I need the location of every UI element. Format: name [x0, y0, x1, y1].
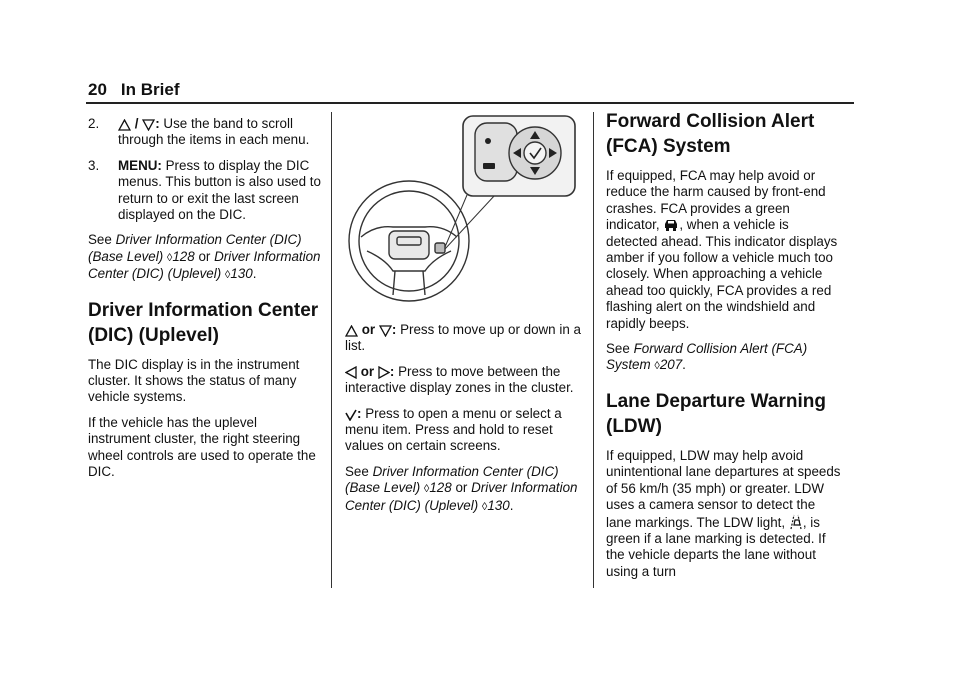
- up-triangle-icon: [118, 119, 131, 131]
- fca-heading: Forward Collision Alert (FCA) System: [606, 111, 815, 157]
- steering-wheel-illustration: [345, 113, 577, 303]
- period: .: [682, 357, 686, 373]
- lane-departure-icon: [789, 514, 803, 530]
- down-triangle-icon: [379, 325, 392, 337]
- page-link[interactable]: 130: [230, 266, 253, 282]
- period: .: [509, 497, 514, 513]
- item-text: Use the band to scroll through the items in each menu.: [118, 116, 310, 148]
- page-link[interactable]: 207: [659, 357, 683, 373]
- up-triangle-icon: [345, 325, 358, 337]
- see-reference: [345, 464, 581, 515]
- paragraph: The DIC display is in the instrument cluster. It shows the status of many vehicle systems.: [88, 356, 300, 405]
- page-link[interactable]: 128: [172, 248, 195, 264]
- paragraph-text: If equipped, FCA may help avoid or reduce the harm caused by front-end crashes. FCA provides a green indicator,: [606, 168, 826, 233]
- page-link[interactable]: 128: [429, 480, 452, 496]
- section-title: In Brief: [120, 80, 180, 99]
- paragraph-text: If equipped, LDW may help avoid unintentional lane departures at speeds of 56 km/h (35 mph) or greater. LDW uses a camera sensor to detect the lane markings. The LDW light,: [606, 447, 841, 530]
- page-link[interactable]: 130: [487, 497, 510, 513]
- down-triangle-icon: [142, 119, 155, 131]
- colon: :: [391, 322, 397, 337]
- check-description: [345, 406, 581, 455]
- fca-paragraph: [606, 168, 842, 332]
- up-down-description: [345, 322, 581, 355]
- page-number: 20: [88, 80, 107, 99]
- column-divider-right: [593, 112, 594, 588]
- page-header: [88, 80, 179, 100]
- page-reference-icon: ◊: [654, 360, 660, 373]
- paragraph-text: , is green if a lane marking is detected. If the vehicle departs the lane without using a turn: [606, 514, 826, 579]
- xref-link[interactable]: Driver Information Center (DIC) (Uplevel): [345, 480, 578, 513]
- item-number: 2.: [88, 116, 100, 131]
- section-heading: Driver Information Center (DIC) (Uplevel): [88, 299, 319, 346]
- period: .: [252, 266, 257, 282]
- see-text: See: [88, 232, 112, 248]
- checkmark-icon: [345, 409, 357, 421]
- column-divider-left: [331, 112, 332, 588]
- description-text: Press to move between the interactive display zones in the cluster.: [345, 363, 574, 396]
- page-reference-icon: ◊: [481, 500, 488, 513]
- menu-label: MENU:: [118, 157, 162, 173]
- middle-column: [345, 322, 581, 524]
- description-text: Press to open a menu or select a menu item. Press and hold to reset values on certain screens.: [345, 405, 562, 454]
- left-right-description: [345, 364, 581, 397]
- paragraph-text: , when a vehicle is detected ahead. This indicator displays amber if you follow a vehicle much too closely. When approaching a vehicle ahead too quickly, FCA provides a red flashing alert on the windshield and rapidly beeps.: [606, 217, 838, 331]
- description-text: Press to move up or down in a list.: [345, 322, 581, 354]
- list-item-3: [88, 158, 321, 224]
- or-text: or: [361, 322, 376, 337]
- colon: :: [155, 116, 160, 131]
- item-text: Press to display the DIC menus. This button is also used to return to or exit the last screen displayed on the DIC.: [118, 157, 321, 223]
- see-text: See: [606, 341, 630, 357]
- see-text: See: [345, 463, 369, 479]
- or-text: or: [198, 248, 211, 264]
- ldw-heading: Lane Departure Warning (LDW): [606, 390, 826, 437]
- xref-link[interactable]: Forward Collision Alert (FCA) System: [606, 341, 808, 373]
- or-text: or: [455, 480, 468, 496]
- page-reference-icon: ◊: [423, 483, 430, 496]
- xref-link[interactable]: Driver Information Center (DIC) (Uplevel): [88, 248, 321, 282]
- left-triangle-icon: [345, 366, 357, 379]
- page-reference-icon: ◊: [166, 251, 173, 264]
- see-reference: [88, 232, 321, 283]
- page-reference-icon: ◊: [224, 269, 231, 282]
- see-reference: [606, 341, 842, 375]
- or-text: or: [360, 363, 375, 379]
- xref-link[interactable]: Driver Information Center (DIC) (Base Level): [88, 232, 302, 264]
- xref-link[interactable]: Driver Information Center (DIC) (Base Level): [345, 463, 559, 496]
- right-triangle-icon: [378, 366, 390, 379]
- vehicle-ahead-icon: [663, 218, 679, 232]
- separator: /: [134, 116, 139, 131]
- list-item-2: [88, 116, 321, 149]
- colon: :: [389, 363, 395, 379]
- left-column: [88, 116, 321, 490]
- item-number: 3.: [88, 157, 100, 173]
- colon: :: [357, 405, 362, 421]
- paragraph: If the vehicle has the uplevel instrument cluster, the right steering wheel controls are used to operate the DIC.: [88, 414, 316, 480]
- right-column: [606, 109, 842, 589]
- header-rule: [86, 102, 854, 104]
- ldw-paragraph: [606, 448, 842, 580]
